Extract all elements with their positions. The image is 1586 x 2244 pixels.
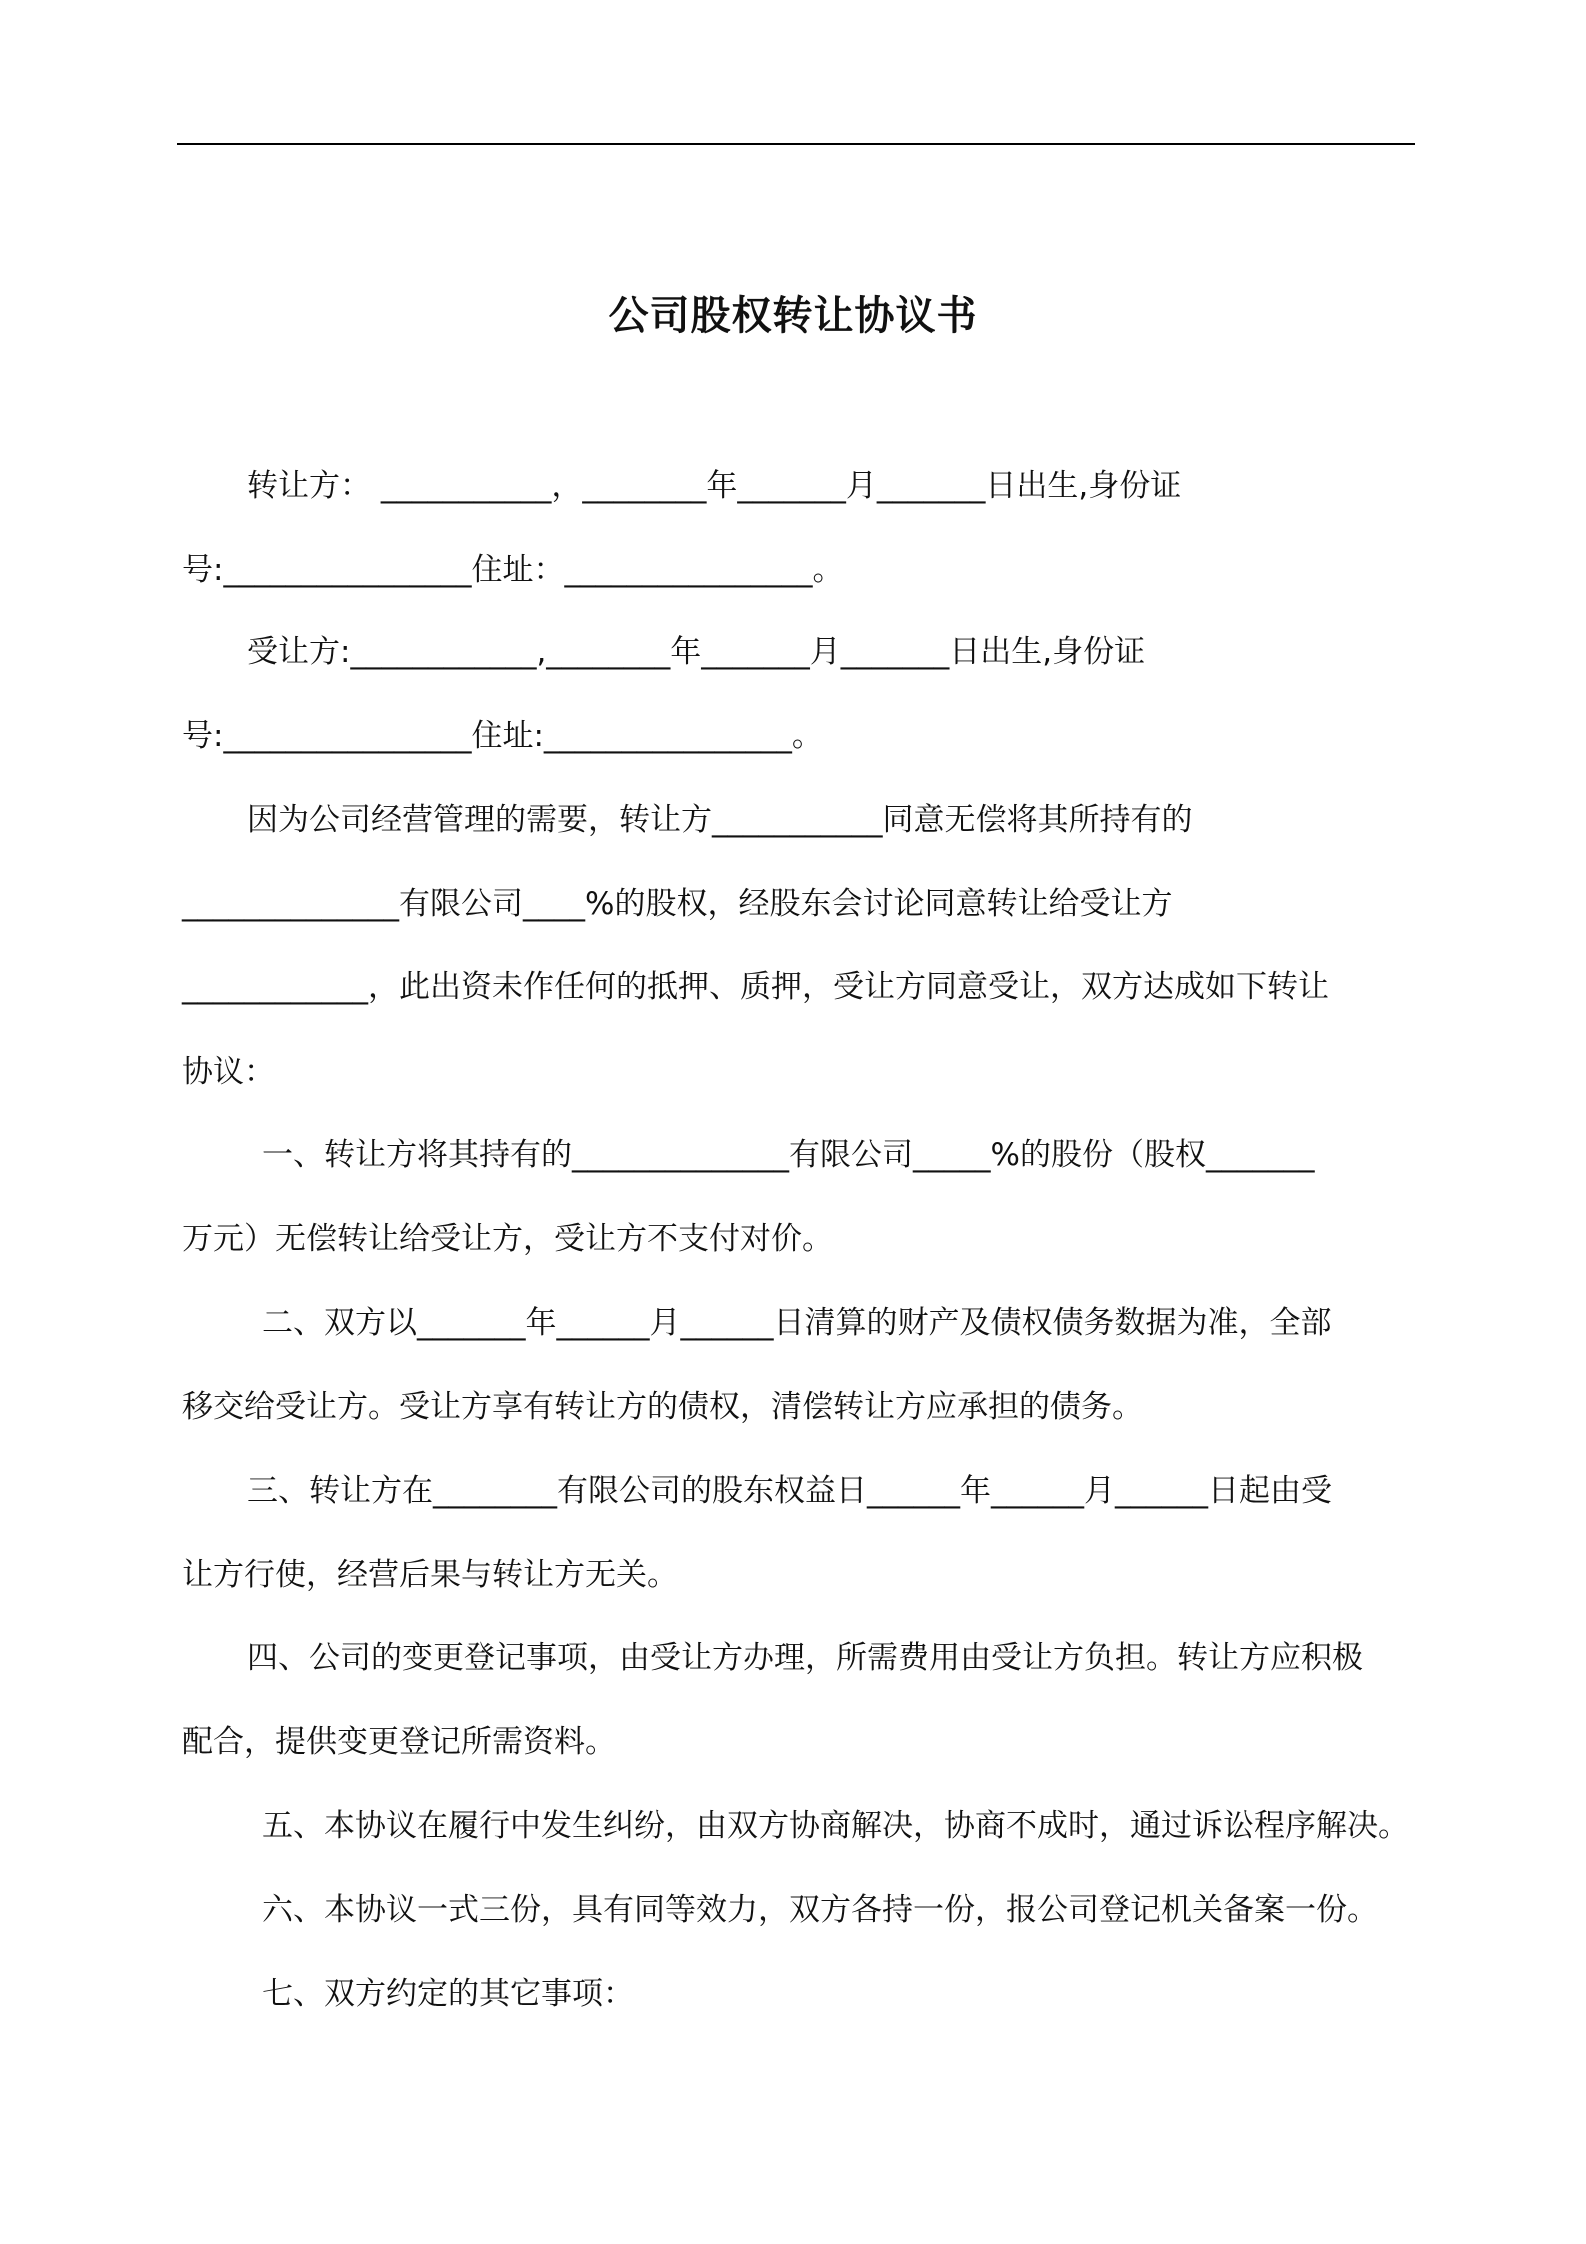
transferee-line-2: 号:________________住址:________________。 [182, 718, 823, 754]
clause-1-line-1: 一、转让方将其持有的______________有限公司_____%的股份（股权_______ [262, 1137, 1315, 1173]
clause-4-line-2: 配合，提供变更登记所需资料。 [182, 1724, 616, 1760]
clause-3-line-1: 三、转让方在________有限公司的股东权益日______年______月______日起由受 [247, 1473, 1332, 1509]
preamble-line-4: 协议： [182, 1054, 275, 1090]
clause-7-line: 七、双方约定的其它事项： [262, 1976, 634, 2012]
clause-3-line-2: 让方行使，经营后果与转让方无关。 [182, 1557, 678, 1593]
clause-5-line: 五、本协议在履行中发生纠纷，由双方协商解决，协商不成时，通过诉讼程序解决。 [262, 1808, 1409, 1844]
preamble-line-3: ____________，此出资未作任何的抵押、质押，受让方同意受让，双方达成如下转让 [182, 969, 1329, 1005]
preamble-line-1: 因为公司经营管理的需要，转让方___________同意无偿将其所持有的 [247, 802, 1193, 838]
clause-2-line-1: 二、双方以_______年______月______日清算的财产及债权债务数据为准，全部 [262, 1305, 1332, 1341]
clause-1-line-2: 万元）无偿转让给受让方，受让方不支付对价。 [182, 1221, 833, 1257]
transferee-line-1: 受让方:____________,________年_______月_______日出生,身份证 [247, 634, 1146, 670]
clause-6-line: 六、本协议一式三份，具有同等效力，双方各持一份，报公司登记机关备案一份。 [262, 1892, 1378, 1928]
transferor-line-1: 转让方： ___________，________年_______月_______日出生,身份证 [247, 468, 1182, 504]
clause-4-line-1: 四、公司的变更登记事项，由受让方办理，所需费用由受让方负担。转让方应积极 [247, 1640, 1363, 1676]
document-title: 公司股权转让协议书 [608, 293, 978, 339]
preamble-line-2: ______________有限公司____%的股权，经股东会讨论同意转让给受让方 [182, 886, 1173, 922]
header-rule [177, 143, 1415, 145]
transferor-line-2: 号:________________住址：________________。 [182, 552, 844, 588]
clause-2-line-2: 移交给受让方。受让方享有转让方的债权，清偿转让方应承担的债务。 [182, 1389, 1143, 1425]
